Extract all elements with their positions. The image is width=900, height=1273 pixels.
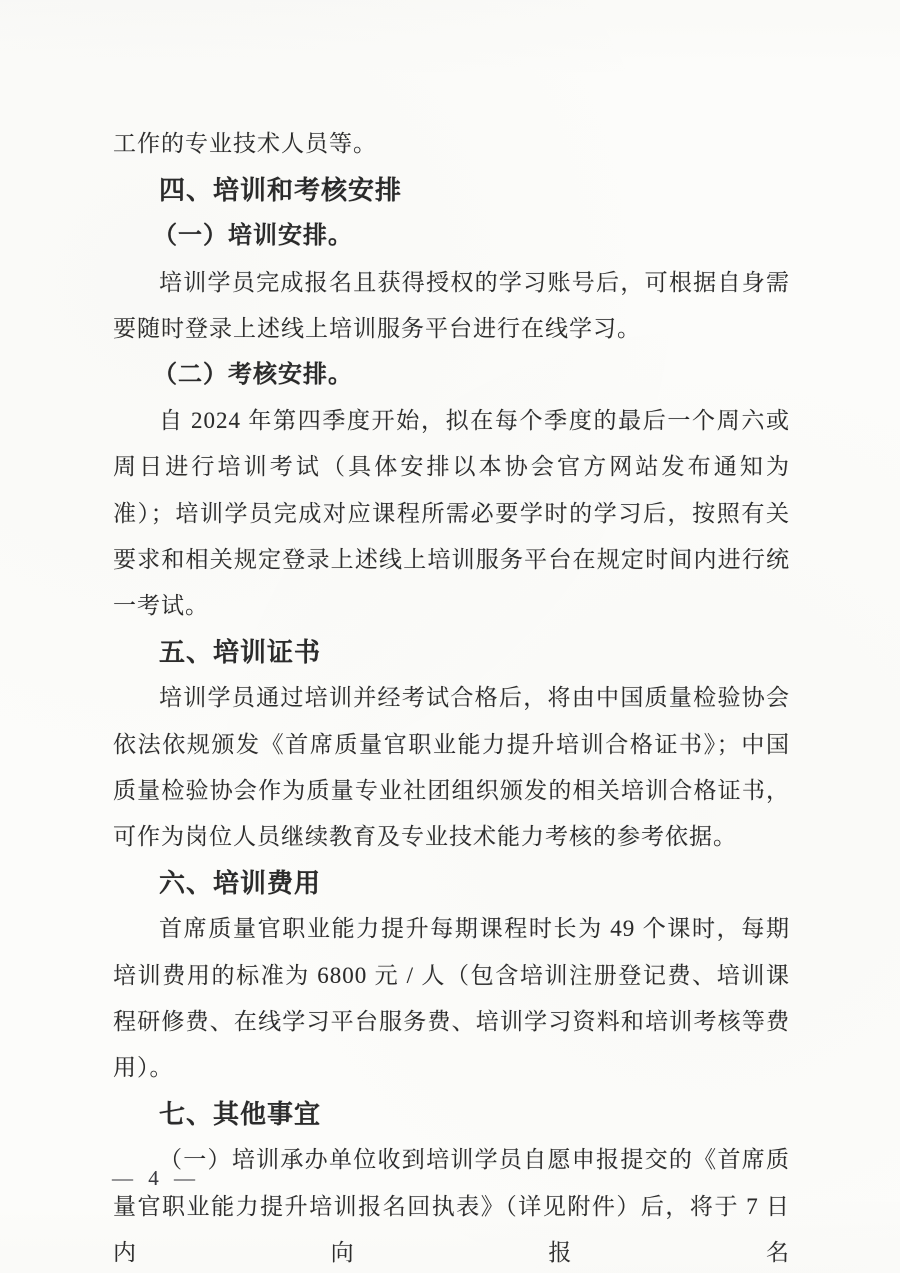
- paragraph-training-fee: 首席质量官职业能力提升每期课程时长为 49 个课时，每期培训费用的标准为 6800 元 / 人（包含培训注册登记费、培训课程研修费、在线学习平台服务费、培训学习资料和培训考核等费用）。: [113, 916, 790, 1081]
- page-content: [113, 121, 790, 1273]
- paragraph-continuation: 工作的专业技术人员等。: [113, 131, 377, 156]
- subsection-heading-training-arrangement: （一）培训安排。: [153, 223, 353, 250]
- paragraph-other-matters-item-1: （一）培训承办单位收到培训学员自愿申报提交的《首席质量官职业能力提升培训报名回执表》（详见附件）后，将于 7 日内向报名: [113, 1147, 790, 1265]
- section-heading-training-and-assessment: 四、培训和考核安排: [159, 175, 403, 206]
- section-heading-training-fee: 六、培训费用: [159, 868, 322, 899]
- paragraph-training-arrangement: 培训学员完成报名且获得授权的学习账号后，可根据自身需要随时登录上述线上培训服务平台进行在线学习。: [113, 269, 790, 341]
- section-heading-training-certificate: 五、培训证书: [159, 637, 322, 668]
- paragraph-training-certificate: 培训学员通过培训并经考试合格后，将由中国质量检验协会依法依规颁发《首席质量官职业能力提升培训合格证书》；中国质量检验协会作为质量专业社团组织颁发的相关培训合格证书，可作为岗位人员继续教育及专业技术能力考核的参考依据。: [113, 685, 790, 850]
- subsection-heading-assessment-arrangement: （二）考核安排。: [153, 362, 353, 389]
- page-number: — 4 —: [112, 1166, 200, 1190]
- section-heading-other-matters: 七、其他事宜: [159, 1099, 322, 1130]
- paragraph-assessment-arrangement: 自 2024 年第四季度开始，拟在每个季度的最后一个周六或周日进行培训考试（具体安排以本协会官方网站发布通知为准）；培训学员完成对应课程所需必要学时的学习后，按照有关要求和相关规定登录上述线上培训服务平台在规定时间内进行统一考试。: [113, 408, 790, 619]
